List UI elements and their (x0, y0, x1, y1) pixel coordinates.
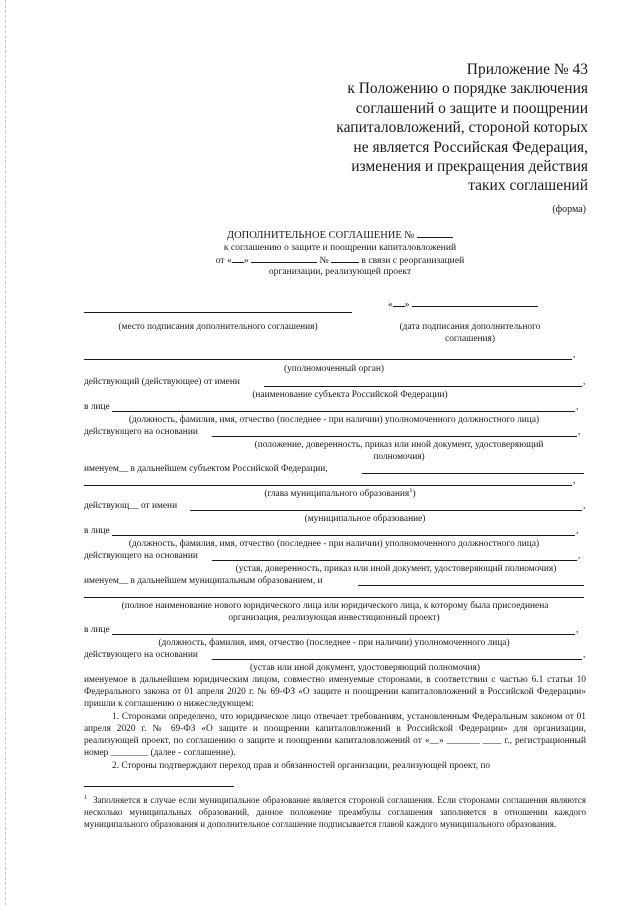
named-municipal-line[interactable] (358, 585, 584, 586)
basis-3-line[interactable] (212, 659, 582, 660)
basis-1-label: полномочия) (373, 452, 425, 462)
acting-on-behalf-text: действующий (действующее) от имени (84, 377, 240, 387)
appendix-line: соглашений о защите и поощрении (355, 99, 588, 117)
footnote-mark: 1 (84, 794, 88, 801)
comma: , (573, 350, 576, 360)
agreement-number-blank[interactable] (417, 228, 453, 238)
month-year-blank[interactable] (251, 253, 317, 263)
appendix-line: к Положению о порядке заключения (347, 80, 588, 98)
official-3-line[interactable] (112, 634, 575, 635)
legal-entity-label: организация, реализующая инвестиционный проект) (228, 613, 440, 623)
signing-place-line[interactable] (84, 312, 352, 313)
official-2-line[interactable] (112, 535, 575, 536)
comma: , (578, 551, 581, 561)
scan-margin-line (5, 0, 7, 905)
appendix-line: Приложение № 43 (466, 61, 588, 78)
municipal-line[interactable] (190, 510, 582, 511)
head-municipal-line[interactable] (84, 485, 572, 486)
signing-date-field (388, 297, 538, 311)
body-item-1: 1. Сторонами определено, что юридическое лицо отвечает требованиям, установленным Федеральным законом от 01 апреля 2020 г. № 69-ФЗ «О защите и поощрении капиталовложений в Российской Федерации» для организации, реализующей проект, по соглашению о защите и поощрении капиталовложений от «__» _______ ____ г., регистрационный номер ________ (далее - соглашение). (84, 712, 586, 758)
appendix-heading (288, 60, 588, 196)
legal-entity-label: (полное наименование нового юридического лица или юридического лица, к которому была присоединена (121, 601, 549, 611)
official-3-label: (должность, фамилия, имя, отчество (последнее - при наличии) уполномоченного лица) (158, 638, 510, 648)
footnote-text: Заполняется в случае если муниципальное образование является стороной соглашения. Если сторонами соглашения являются несколько муниципальных образований, данное положение преамбулы соглашения заполняется в отношении каждого муниципального образования и дополнительное соглашение подписывается главой каждого муниципального образования. (84, 795, 587, 829)
agreement-title-text: ДОПОЛНИТЕЛЬНОЕ СОГЛАШЕНИЕ № (226, 230, 415, 241)
official-1-label: (должность, фамилия, имя, отчество (последнее - при наличии) уполномоченного должностного лица) (128, 415, 540, 425)
date-close-quote: » (404, 300, 410, 310)
comma: , (576, 402, 579, 412)
comma: , (573, 476, 576, 486)
in-person-text: в лице (84, 526, 110, 536)
acting-basis-text: действующего на основании (84, 427, 198, 437)
official-2-label: (должность, фамилия, имя, отчество (последнее - при наличии) уполномоченного должностного лица) (128, 539, 540, 549)
basis-2-label: (устав, доверенность, приказ или иной документ, удостоверяющий полномочия) (235, 564, 557, 574)
signing-date-label: (дата подписания дополнительного (399, 322, 541, 332)
appendix-line: таких соглашений (468, 177, 588, 195)
acting-basis-text: действующего на основании (84, 551, 198, 561)
comma: , (583, 377, 586, 387)
basis-2-line[interactable] (212, 560, 577, 561)
basis-1-line[interactable] (212, 436, 577, 437)
subject-name-label: (наименование субъекта Российской Федерации) (252, 390, 448, 400)
comma: , (576, 526, 579, 536)
signing-place-label: (место подписания дополнительного соглашения) (118, 322, 318, 332)
authorized-body-line[interactable] (84, 359, 572, 360)
comma: , (576, 625, 579, 635)
in-person-text: в лице (84, 625, 110, 635)
number-sign: № (319, 255, 329, 266)
municipal-label: (муниципальное образование) (304, 514, 426, 524)
comma: , (583, 650, 586, 660)
comma: , (578, 427, 581, 437)
footnote-mark: 1 (409, 486, 413, 494)
acting-basis-text: действующего на основании (84, 650, 198, 660)
date-open-quote: « (388, 300, 393, 310)
agreement-subtitle-end: организации, реализующей проект (268, 266, 412, 277)
sign-day-blank[interactable] (393, 297, 405, 307)
date-open-quote: от « (215, 255, 232, 266)
signing-date-label: соглашения) (445, 334, 495, 344)
reg-number-blank[interactable] (331, 253, 359, 263)
basis-3-label: (устав или иной документ, удостоверяющий полномочия) (250, 663, 480, 673)
named-municipal-text: именуем__ в дальнейшем муниципальным образованием, и (84, 576, 323, 586)
official-1-line[interactable] (112, 411, 575, 412)
comma: , (583, 501, 586, 511)
appendix-line: не является Российская Федерация, (353, 138, 588, 156)
footnote (84, 794, 586, 830)
subject-name-line[interactable] (264, 386, 582, 387)
head-municipal-text: (глава муниципального образования (264, 489, 410, 499)
head-municipal-label: (глава муниципального образования$^1$) (264, 486, 416, 499)
basis-1-label: (положение, доверенность, приказ или иной документ, удостоверяющий (254, 440, 544, 450)
body-item-2: 2. Стороны подтверждают переход прав и обязанностей организации, реализующей проект, по (112, 761, 491, 771)
named-subject-line[interactable] (362, 473, 584, 474)
reorganization-text: в связи с реорганизацией (361, 255, 465, 266)
agreement-title (140, 228, 540, 242)
legal-entity-line[interactable] (84, 597, 584, 598)
form-label: (форма) (552, 204, 586, 215)
appendix-line: капиталовложений, стороной которых (336, 119, 588, 137)
named-subject-text: именуем__ в дальнейшем субъектом Российской Федерации, (84, 464, 328, 474)
acting-short-text: действующ__ от имени (84, 501, 178, 511)
body-intro: именуемое в дальнейшем юридическим лицом, совместно именуемые сторонами, в соответствии с частью 6.1 статьи 10 Федерального закона от 01 апреля 2020 г. № 69-ФЗ «О защите и поощрении капиталовложений в Российской Федерации» пришли к соглашению о нижеследующем: (84, 675, 586, 709)
footnote-separator (84, 786, 234, 787)
in-person-text: в лице (84, 402, 110, 412)
date-close-quote: » (243, 255, 249, 266)
authorized-body-label: (уполномоченный орган) (283, 364, 385, 374)
sign-date-blank[interactable] (412, 297, 538, 307)
day-blank[interactable] (232, 253, 244, 263)
agreement-subtitle: к соглашению о защите и поощрении капиталовложений (223, 242, 457, 253)
appendix-line: изменения и прекращения действия (351, 158, 588, 176)
